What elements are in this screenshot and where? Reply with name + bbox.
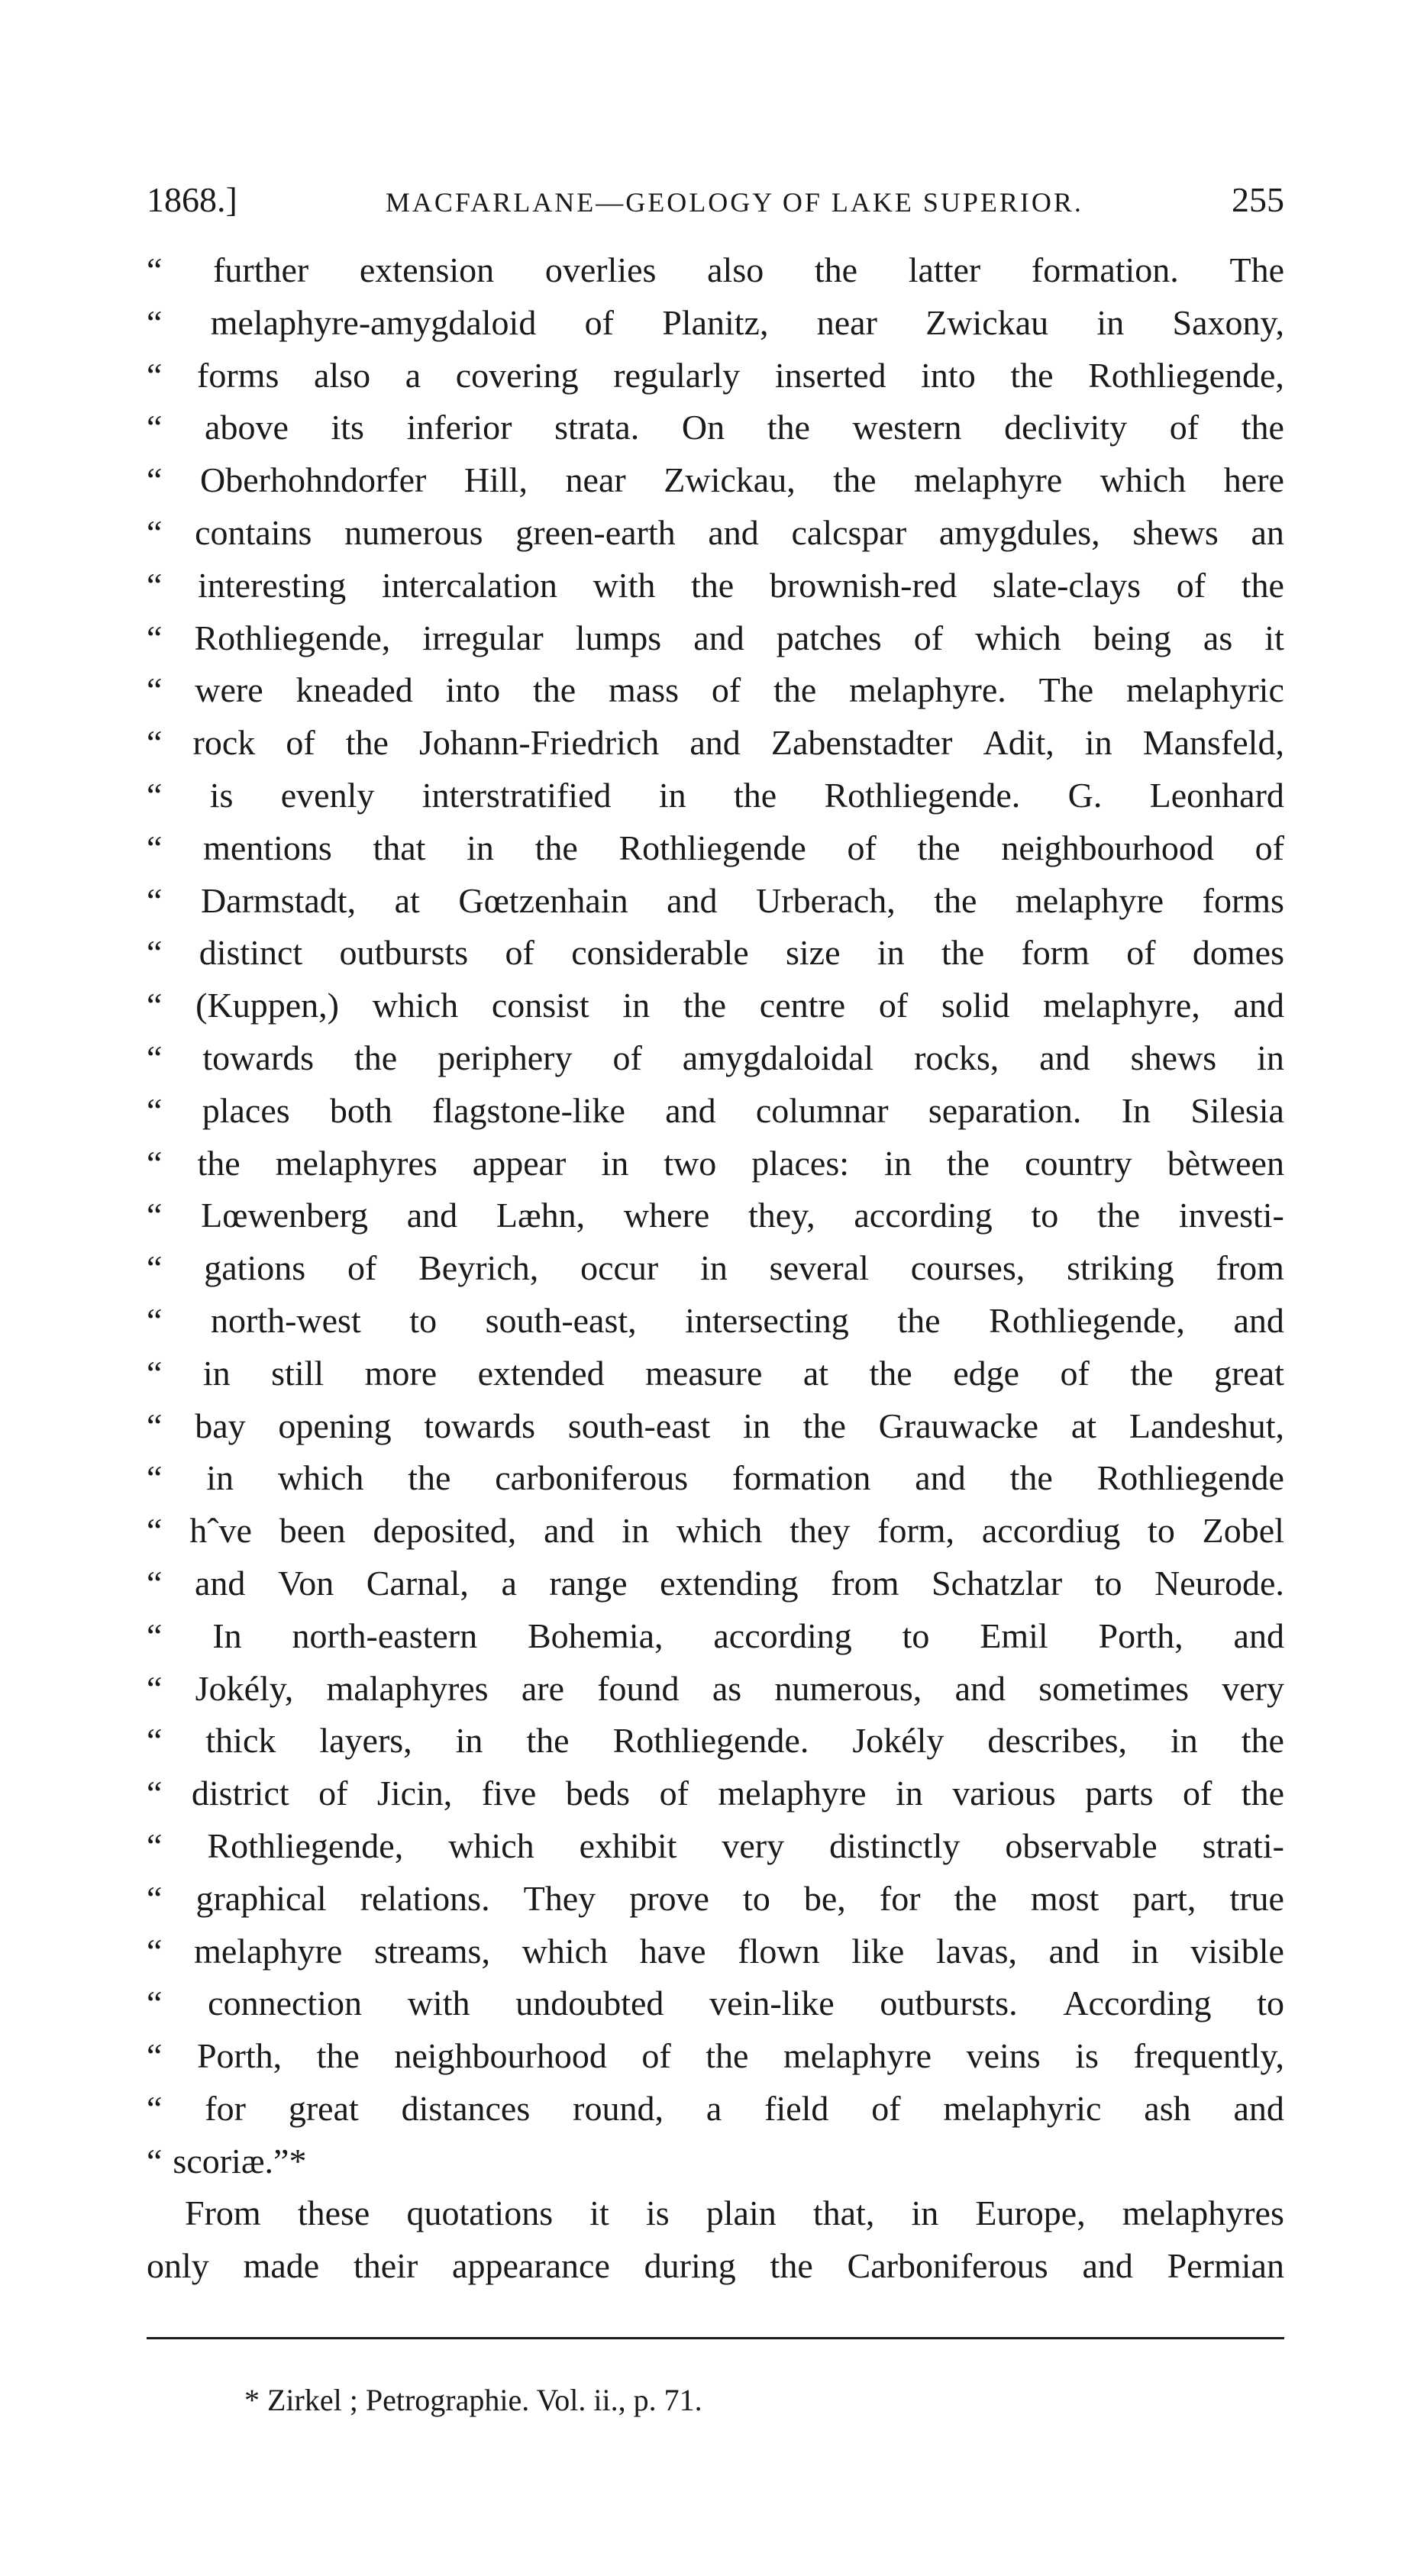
text-line: “ connection with undoubted vein-like outbursts. According to <box>147 1984 1284 2023</box>
text-line: “ further extension overlies also the latter formation. The <box>147 250 1284 289</box>
text-line: “ and Von Carnal, a range extending from Schatzlar to Neurode. <box>147 1563 1284 1603</box>
text-line: “ scoriæ.”* <box>147 2141 307 2181</box>
running-header <box>147 177 1284 223</box>
text-line: “ Darmstadt, at Gœtzenhain and Urberach, the melaphyre forms <box>147 880 1284 920</box>
text-line: “ hˆve been deposited, and in which they form, accordiug to Zobel <box>147 1511 1284 1551</box>
header-year: 1868.] <box>147 180 237 219</box>
text-line: “ for great distances round, a field of melaphyric ash and <box>147 2088 1284 2128</box>
text-line: “ rock of the Johann-Friedrich and Zabenstadter Adit, in Mansfeld, <box>147 723 1284 763</box>
text-line: “ in which the carboniferous formation and the Rothliegende <box>147 1458 1284 1498</box>
text-line: “ above its inferior strata. On the western declivity of the <box>147 408 1284 447</box>
text-line: “ distinct outbursts of considerable size in the form of domes <box>147 933 1284 973</box>
text-line: “ thick layers, in the Rothliegende. Jokély describes, in the <box>147 1721 1284 1761</box>
book-page <box>147 177 1284 2420</box>
text-line: “ were kneaded into the mass of the melaphyre. The melaphyric <box>147 670 1284 710</box>
text-line: “ district of Jicin, five beds of melaphyre in various parts of the <box>147 1774 1284 1813</box>
footnote-rule <box>147 2337 1284 2339</box>
text-line: “ forms also a covering regularly inserted into the Rothliegende, <box>147 355 1284 395</box>
text-line: “ melaphyre-amygdaloid of Planitz, near Zwickau in Saxony, <box>147 302 1284 342</box>
text-line: “ Lœwenberg and Læhn, where they, according to the investi- <box>147 1196 1284 1235</box>
text-line: “ in still more extended measure at the edge of the great <box>147 1353 1284 1393</box>
text-line: “ Rothliegende, irregular lumps and patches of which being as it <box>147 618 1284 657</box>
text-line: “ towards the periphery of amygdaloidal rocks, and shews in <box>147 1038 1284 1077</box>
text-line: “ the melaphyres appear in two places: in the country bètween <box>147 1143 1284 1183</box>
text-line: only made their appearance during the Carboniferous and Permian <box>147 2246 1284 2286</box>
page-number: 255 <box>1231 180 1284 219</box>
text-line: “ north-west to south-east, intersecting the Rothliegende, and <box>147 1300 1284 1340</box>
text-line: “ interesting intercalation with the brownish-red slate-clays of the <box>147 565 1284 605</box>
body-text <box>147 244 1284 2293</box>
running-title: MACFARLANE—GEOLOGY OF LAKE SUPERIOR. <box>385 187 1083 218</box>
text-line: “ Oberhohndorfer Hill, near Zwickau, the melaphyre which here <box>147 460 1284 500</box>
text-line: “ In north-eastern Bohemia, according to Emil Porth, and <box>147 1616 1284 1655</box>
text-line: “ places both flagstone-like and columnar separation. In Silesia <box>147 1090 1284 1130</box>
footnote: * Zirkel ; Petrographie. Vol. ii., p. 71. <box>244 2383 702 2418</box>
text-line: “ is evenly interstratified in the Rothliegende. G. Leonhard <box>147 775 1284 815</box>
text-line: “ mentions that in the Rothliegende of the neighbourhood of <box>147 828 1284 867</box>
text-line: “ Rothliegende, which exhibit very distinctly observable strati- <box>147 1825 1284 1865</box>
text-line: “ melaphyre streams, which have flown like lavas, and in visible <box>147 1931 1284 1971</box>
text-line: “ contains numerous green-earth and calcspar amygdules, shews an <box>147 512 1284 552</box>
text-line: “ gations of Beyrich, occur in several courses, striking from <box>147 1248 1284 1288</box>
text-line: “ graphical relations. They prove to be, for the most part, true <box>147 1878 1284 1918</box>
text-line: “ Jokély, malaphyres are found as numerous, and sometimes very <box>147 1668 1284 1708</box>
text-line: “ Porth, the neighbourhood of the melaphyre veins is frequently, <box>147 2036 1284 2076</box>
text-line: “ bay opening towards south-east in the Grauwacke at Landeshut, <box>147 1406 1284 1445</box>
text-line: “ (Kuppen,) which consist in the centre of solid melaphyre, and <box>147 986 1284 1025</box>
text-line: From these quotations it is plain that, in Europe, melaphyres <box>185 2193 1284 2233</box>
